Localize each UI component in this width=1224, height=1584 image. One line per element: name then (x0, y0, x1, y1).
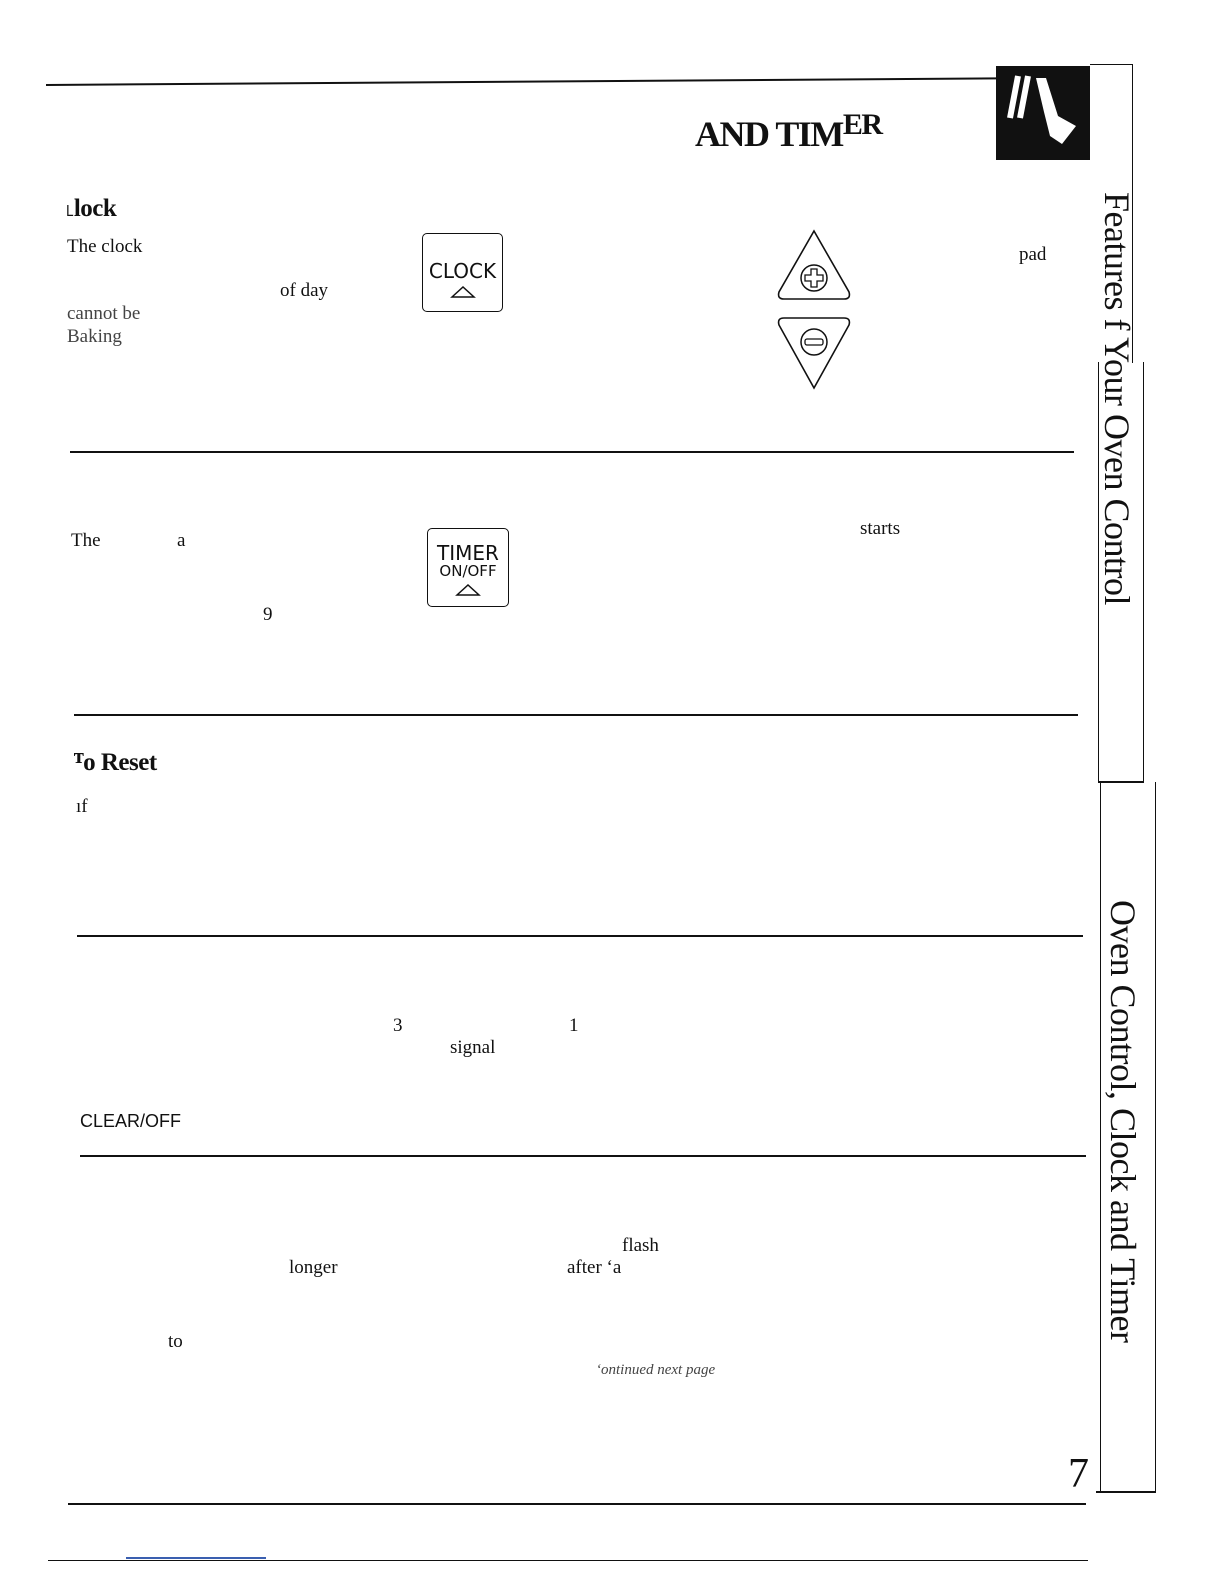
outage-line-4: to (168, 1331, 183, 1352)
minus-icon[interactable] (776, 315, 852, 391)
section-rule-2 (74, 714, 1078, 716)
outage-line-2: longer (289, 1257, 338, 1278)
timer-button-label-2: ON/OFF (439, 562, 497, 580)
timer-line-3: 9 (263, 604, 273, 625)
clock-line-4: Baking (67, 326, 122, 347)
pointing-hand-icon (996, 66, 1090, 160)
section-rule-3 (77, 935, 1083, 937)
timer-line-2: a (177, 530, 186, 551)
section-rule-1 (70, 451, 1074, 453)
cancel-line-4: CLEAR/OFF (80, 1111, 182, 1131)
reset-line-1: ıf (76, 796, 88, 817)
clock-line-2: of day (280, 280, 329, 301)
page-title-sup: ER (842, 108, 882, 141)
outage-line-3: after ʻa (567, 1257, 622, 1278)
timer-line-1: The (71, 530, 101, 551)
cancel-line-1: 3 (393, 1015, 403, 1036)
outage-line-1: flash (622, 1235, 659, 1256)
page-number: 7 (1068, 1451, 1089, 1497)
clock-line-1: The clock (67, 236, 143, 257)
timer-line-4: starts (860, 518, 901, 539)
clock-line-3: cannot be (67, 303, 141, 324)
side-tab-bottom: Oven Control, Clock and Timer (1103, 900, 1143, 1343)
timer-button-label-1: TIMER (437, 541, 499, 565)
cancel-line-2: 1 (569, 1015, 579, 1036)
page-title-main: AND TIM (695, 114, 843, 154)
side-tab-top: Features f Your Oven Control (1097, 192, 1137, 605)
clock-button[interactable] (422, 233, 503, 312)
reset-heading: ᵀo Reset (74, 749, 157, 776)
side-tab-bottom (1096, 1491, 1156, 1493)
clock-line-5: pad (1019, 244, 1047, 265)
clock-heading: ˪lock (66, 195, 117, 222)
cancel-line-3: signal (450, 1037, 496, 1058)
clock-button-label: CLOCK (428, 259, 497, 283)
timer-on-off-button[interactable] (427, 528, 509, 607)
plus-icon[interactable] (776, 228, 852, 302)
page-title (695, 108, 882, 155)
triangle-up-icon (455, 583, 481, 597)
continued-note: ʻontinued next page (596, 1362, 716, 1378)
top-rule (46, 77, 998, 85)
bottom-rule (68, 1503, 1086, 1505)
section-rule-4 (80, 1155, 1086, 1157)
triangle-up-icon (450, 285, 476, 299)
footer-accent (126, 1557, 266, 1559)
footer-rule (48, 1560, 1088, 1561)
